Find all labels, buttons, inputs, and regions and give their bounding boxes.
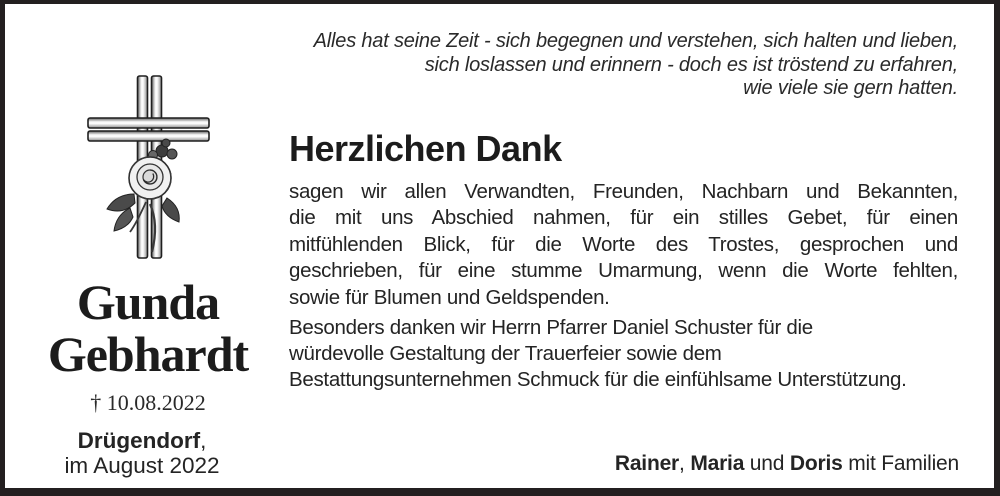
place-and-date [12, 429, 272, 478]
place-line: Drügendorf, [77, 428, 207, 453]
frame-border-right [994, 0, 1000, 496]
month-line: im August 2022 [64, 452, 220, 478]
deceased-last-name: Gebhardt [47, 326, 249, 382]
special-thanks-paragraph: Besonders danken wir Herrn Pfarrer Daniel Schuster für die würdevolle Gestaltung der Trauerfeier sowie dem Bestattungsunternehmen Schmuck für die einfühlsame Unterstützung. [289, 316, 907, 392]
memorial-quote: Alles hat seine Zeit - sich begegnen und verstehen, sich halten und lieben, sich loslassen und erinnern - doch es ist tröstend zu erfahren, wie viele sie gern hatten. [313, 30, 958, 99]
family-signature: Rainer, Maria und Doris mit Familien [614, 452, 959, 475]
deceased-name [18, 276, 278, 380]
death-date: † 10.08.2022 [90, 390, 206, 415]
frame-border-top [0, 0, 1000, 4]
memorial-cross-with-rose-icon [85, 58, 215, 266]
frame-border-left [0, 0, 5, 496]
thanks-paragraph: sagen wir allen Verwandten, Freunden, Nachbarn und Bekannten, die mit uns Abschied nahmen, für ein stilles Gebet, für einen mitfühlenden Blick, für die Worte des Trostes, gesprochen und geschrieben, für eine stumme Umarmung, wenn die Worte fehlten, sowie für Blumen und Geldspenden. [289, 180, 958, 309]
deceased-first-name: Gunda [76, 274, 220, 330]
thanks-heading: Herzlichen Dank [289, 128, 562, 169]
frame-border-bottom [0, 488, 1000, 496]
